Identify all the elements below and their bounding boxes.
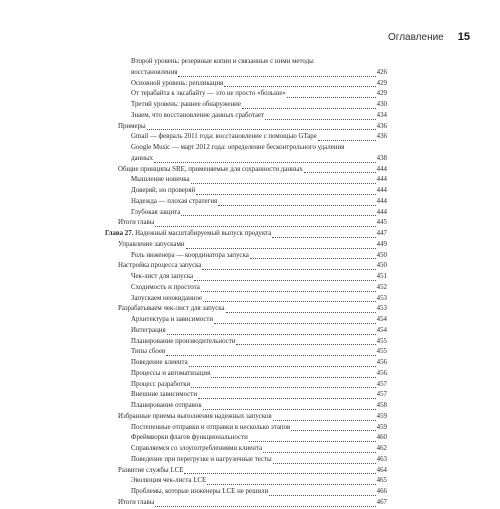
toc-page-number: 458 (376, 402, 387, 409)
toc-entry-title: Запускаем неожиданное (131, 294, 203, 302)
toc-page-number: 436 (376, 122, 387, 130)
toc-entry-title: Основной уровень: репликация (131, 79, 224, 87)
toc-entry (105, 89, 387, 100)
dot-leader (167, 334, 376, 335)
toc-entry-title: Процесс разработки (131, 380, 191, 388)
toc-entry-title: Итоги главы (118, 219, 155, 227)
toc-entry (105, 401, 387, 412)
toc-entry (105, 186, 387, 197)
toc-page-number: 449 (376, 240, 387, 248)
dot-leader (203, 409, 376, 410)
toc-entry (105, 487, 387, 498)
toc-entry (105, 261, 387, 272)
toc-entry-title: Планирование отправок (131, 402, 202, 409)
toc-entry-title: Фреймворки флагов функциональности (131, 434, 248, 442)
toc-entry (105, 498, 387, 509)
toc-page-number: 459 (376, 412, 387, 420)
toc-entry-title: Планирование производительности (131, 337, 236, 345)
toc-entry-title: Эволюция чек-листа LCE (131, 477, 207, 485)
toc-entry-title: Типы сбоев (131, 348, 166, 356)
toc-page-number: 444 (376, 165, 387, 173)
toc-page-number: 450 (376, 251, 387, 259)
toc-entry-title: От терабайта к эксабайту — это не просто «больше» (131, 90, 286, 98)
toc-entry-title: Интеграция (131, 326, 166, 334)
toc-page-number: 456 (376, 359, 387, 366)
toc-page-number: 436 (376, 133, 387, 141)
toc-entry-title: Доверяй, но проверяй (131, 187, 196, 194)
toc-entry (105, 208, 387, 219)
dot-leader (203, 301, 376, 302)
toc-entry (105, 347, 387, 358)
toc-entry (105, 369, 387, 380)
toc-entry (105, 251, 387, 262)
toc-entry (105, 218, 387, 229)
toc-entry-title: Итоги главы (118, 498, 155, 506)
toc-page-number: 463 (376, 455, 387, 463)
toc-entry-title: восстановления (131, 68, 178, 76)
toc-page-number: 464 (376, 466, 387, 474)
dot-leader (218, 205, 375, 206)
toc-page-number: 457 (376, 391, 387, 399)
toc-page-number: 455 (376, 348, 387, 356)
dot-leader (184, 473, 375, 474)
toc-entry-title: Развитие службы LCE (118, 466, 184, 474)
dot-leader (249, 441, 376, 442)
toc-entry (105, 337, 387, 348)
dot-leader (236, 344, 375, 345)
dot-leader (291, 430, 375, 431)
toc-entry (105, 100, 387, 111)
toc-entry-title: Разрабатываем чек-лист для запуска (118, 305, 225, 313)
toc-entry (105, 390, 387, 401)
dot-leader (194, 280, 376, 281)
toc-entry (105, 466, 387, 477)
toc-entry (105, 197, 387, 208)
dot-leader (186, 248, 376, 249)
toc-entry (105, 476, 387, 487)
toc-page-number: 430 (376, 101, 387, 108)
running-header-title: Оглавление (387, 32, 444, 43)
dot-leader (211, 377, 375, 378)
running-header (388, 31, 470, 43)
toc-entry-title: Чек-лист для запуска (131, 273, 194, 280)
toc-page-number: 465 (376, 477, 387, 485)
toc-entry (105, 380, 387, 391)
toc-entry-title (105, 229, 271, 240)
toc-entry (105, 165, 387, 176)
toc-page-number: 438 (376, 154, 387, 162)
toc-page-number: 462 (376, 445, 387, 452)
toc-page-number: 444 (376, 187, 387, 194)
toc-page-number: 451 (376, 273, 387, 280)
dot-leader (202, 269, 375, 270)
toc-page-number: 460 (376, 434, 387, 442)
toc-entry-title: Избранные приемы выполнения надежных запусков (118, 412, 272, 420)
dot-leader (263, 452, 376, 453)
toc-entry-title: Общие принципы SRE, применяемые для сохранности данных (118, 165, 303, 173)
dot-leader (155, 506, 375, 507)
toc-entry (105, 143, 387, 154)
dot-leader (273, 420, 376, 421)
toc-entry (105, 132, 387, 143)
table-of-contents (105, 57, 387, 509)
page-number: 15 (457, 31, 470, 43)
toc-entry-title: Глубокая защита (131, 208, 181, 216)
dot-leader (154, 162, 376, 163)
dot-leader (224, 86, 375, 87)
toc-entry (105, 57, 387, 68)
dot-leader (287, 97, 376, 98)
dot-leader (226, 312, 376, 313)
toc-page-number: 444 (376, 176, 387, 184)
toc-page-number: 453 (376, 305, 387, 313)
dot-leader (155, 226, 375, 227)
toc-entry (105, 358, 387, 369)
toc-entry-title: Управление запусками (118, 240, 185, 248)
toc-entry-title: Мышление новичка (131, 176, 190, 184)
toc-page-number: 454 (376, 326, 387, 334)
dot-leader (147, 129, 376, 130)
toc-entry (105, 315, 387, 326)
toc-page-number: 450 (376, 262, 387, 270)
dot-leader (166, 355, 375, 356)
toc-chapter-entry (105, 229, 387, 240)
toc-entry (105, 294, 387, 305)
toc-page-number: 467 (376, 498, 387, 506)
toc-entry (105, 283, 387, 294)
toc-page-number: 429 (376, 79, 387, 87)
toc-entry-title: Третий уровень: раннее обнаружение (131, 101, 241, 108)
toc-entry-title: Роль инженера — координатора запуска (131, 251, 249, 259)
toc-page-number: 454 (376, 316, 387, 323)
toc-entry (105, 444, 387, 455)
toc-entry (105, 122, 387, 133)
toc-entry (105, 455, 387, 466)
chapter-label: Глава 27. (105, 230, 134, 237)
toc-page-number: 457 (376, 380, 387, 388)
toc-page-number: 429 (376, 90, 387, 98)
toc-page-number: 456 (376, 369, 387, 377)
toc-entry (105, 412, 387, 423)
dot-leader (242, 108, 376, 109)
toc-page-number: 453 (376, 294, 387, 302)
dot-leader (201, 291, 376, 292)
toc-page-number: 455 (376, 337, 387, 345)
toc-entry-title: Примеры (118, 122, 146, 130)
toc-page-number: 452 (376, 283, 387, 291)
toc-entry-title: Знаем, что восстановление данных сработает (131, 111, 265, 119)
toc-entry-title: Настройка процесса запуска (118, 262, 202, 270)
dot-leader (265, 119, 376, 120)
toc-entry (105, 272, 387, 283)
toc-entry-title: Постепенные отправки и отправки в несколько этапов (131, 423, 291, 431)
toc-entry (105, 79, 387, 90)
dot-leader (191, 183, 376, 184)
dot-leader (273, 463, 376, 464)
dot-leader (250, 258, 376, 259)
toc-page-number: 434 (376, 111, 387, 119)
toc-entry-title: данных (131, 154, 154, 162)
toc-entry (105, 68, 387, 79)
toc-entry (105, 175, 387, 186)
dot-leader (304, 172, 376, 173)
toc-page-number: 459 (376, 423, 387, 431)
dot-leader (196, 194, 375, 195)
dot-leader (207, 484, 375, 485)
toc-page-number: 445 (376, 219, 387, 227)
dot-leader (178, 76, 375, 77)
toc-entry-title: Google Music — март 2012 года: определение бесконтрольного удаления (131, 144, 345, 151)
toc-entry-title: Gmail — февраль 2011 года: восстановление с помощью GTape (131, 133, 317, 141)
toc-entry (105, 326, 387, 337)
toc-entry (105, 154, 387, 165)
toc-entry-title: Процессы и автоматизация (131, 369, 211, 377)
dot-leader (272, 237, 375, 238)
toc-entry (105, 433, 387, 444)
chapter-title: Надежный масштабируемый выпуск продукта (133, 230, 272, 237)
toc-entry-title: Внешние зависимости (131, 391, 198, 399)
toc-entry (105, 423, 387, 434)
toc-entry-title: Поведение клиента (131, 359, 188, 366)
toc-page-number: 444 (376, 197, 387, 205)
toc-entry-title: Поведение при перегрузке и нагрузочные тесты (131, 455, 272, 463)
dot-leader (318, 140, 376, 141)
toc-entry-title: Второй уровень: резервные копии и связанные с ними методы (131, 58, 314, 65)
toc-entry-title: Проблемы, которые инженеры LCE не решили (131, 488, 269, 495)
dot-leader (269, 495, 375, 496)
dot-leader (198, 398, 376, 399)
toc-entry-title: Справляемся со злоупотреблениями клиента (131, 445, 263, 452)
dot-leader (214, 323, 376, 324)
toc-entry-title: Сходимость и простота (131, 283, 200, 291)
toc-entry (105, 304, 387, 315)
toc-page-number: 426 (376, 68, 387, 76)
toc-entry-title: Архитектура и зависимости (131, 316, 214, 323)
toc-page-number: 444 (376, 208, 387, 216)
dot-leader (181, 215, 375, 216)
toc-page-number: 466 (376, 488, 387, 495)
toc-entry (105, 240, 387, 251)
toc-page-number: 447 (376, 230, 387, 237)
dot-leader (191, 387, 375, 388)
toc-entry (105, 111, 387, 122)
toc-entry-title: Надежда — плохая стратегия (131, 197, 218, 205)
dot-leader (189, 366, 376, 367)
